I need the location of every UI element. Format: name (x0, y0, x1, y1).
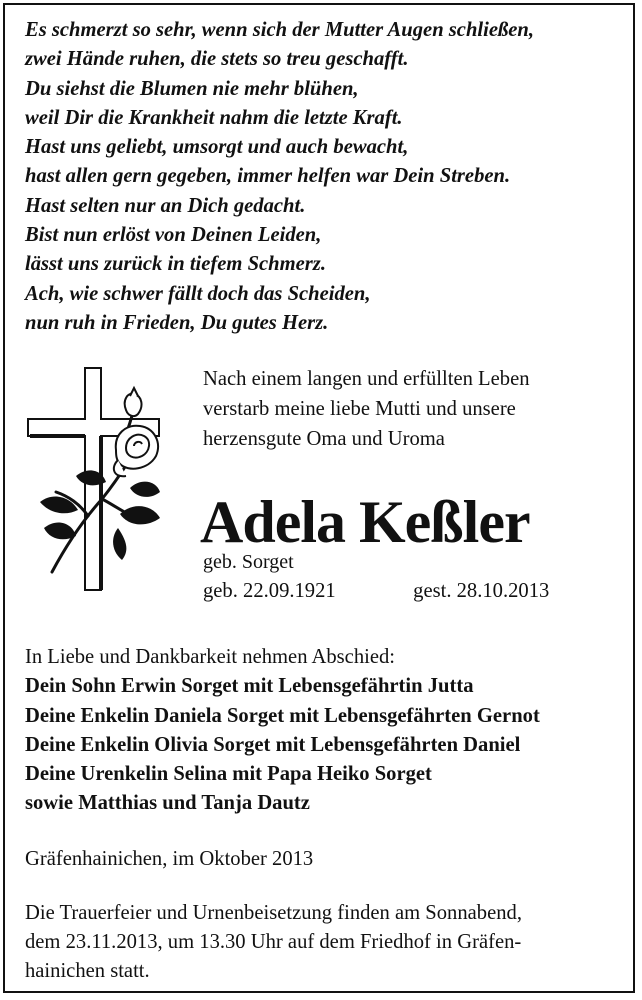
poem-line: Bist nun erlöst von Deinen Leiden, (25, 224, 322, 247)
mourner-line: sowie Matthias und Tanja Dautz (25, 792, 310, 815)
mourners-section (25, 643, 630, 819)
poem-line: zwei Hände ruhen, die stets so treu geschafft. (25, 48, 409, 71)
funeral-service-notice (25, 899, 630, 986)
poem-line: Hast uns geliebt, umsorgt und auch bewacht, (25, 136, 409, 159)
poem-line: nun ruh in Frieden, Du gutes Herz. (25, 311, 329, 334)
place-and-date: Gräfenhainichen, im Oktober 2013 (25, 848, 314, 870)
poem-line: Du siehst die Blumen nie mehr blühen, (25, 77, 359, 100)
poem-line: hast allen gern gegeben, immer helfen war Dein Streben. (25, 165, 511, 188)
poem-line: lässt uns zurück in tiefem Schmerz. (25, 253, 326, 276)
service-line: Die Trauerfeier und Urnenbeisetzung finden am Sonnabend, (25, 902, 522, 924)
mourner-line: Dein Sohn Erwin Sorget mit Lebensgefährtin Jutta (25, 675, 474, 698)
rose-bloom (114, 426, 158, 477)
announcement-line: herzensgute Oma und Uroma (203, 428, 445, 450)
birth-date: geb. 22.09.1921 (203, 580, 336, 602)
mourner-line: Deine Urenkelin Selina mit Papa Heiko Sorget (25, 763, 432, 786)
announcement-line: verstarb meine liebe Mutti und unsere (203, 398, 516, 420)
announcement-text (203, 364, 623, 454)
mourner-line: Deine Enkelin Olivia Sorget mit Lebensgefährten Daniel (25, 733, 521, 756)
poem-line: weil Dir die Krankheit nahm die letzte Kraft. (25, 106, 403, 129)
maiden-name: geb. Sorget (203, 551, 294, 573)
poem-line: Ach, wie schwer fällt doch das Scheiden, (25, 282, 371, 305)
poem (25, 16, 630, 338)
poem-line: Hast selten nur an Dich gedacht. (25, 194, 306, 217)
rose-bud (125, 388, 142, 416)
deceased-name: Adela Keßler (200, 489, 530, 555)
death-date: gest. 28.10.2013 (413, 580, 550, 602)
announcement-line: Nach einem langen und erfüllten Leben (203, 368, 530, 390)
service-line: dem 23.11.2013, um 13.30 Uhr auf dem Friedhof in Gräfen- (25, 931, 522, 953)
service-line: hainichen statt. (25, 960, 150, 982)
life-dates (203, 578, 549, 604)
mourner-line: Deine Enkelin Daniela Sorget mit Lebensgefährten Gernot (25, 704, 540, 727)
cross-with-rose-icon (22, 364, 167, 596)
mourners-heading: In Liebe und Dankbarkeit nehmen Abschied: (25, 646, 396, 668)
poem-line: Es schmerzt so sehr, wenn sich der Mutter Augen schließen, (25, 19, 535, 41)
